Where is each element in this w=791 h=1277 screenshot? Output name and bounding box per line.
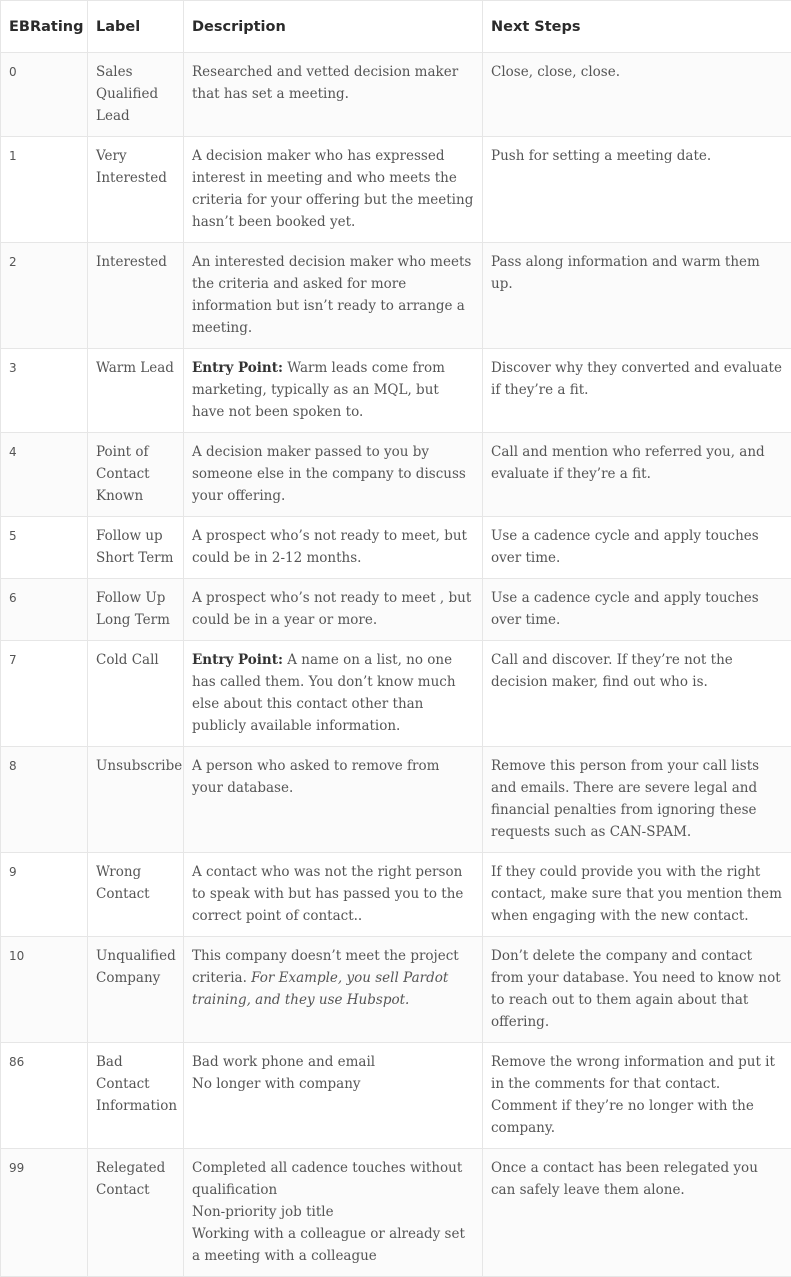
next-steps-cell: Use a cadence cycle and apply touches over time. (483, 579, 791, 641)
label-cell: Sales Qualified Lead (88, 53, 184, 137)
description-cell: A person who asked to remove from your database. (184, 747, 483, 853)
header-description: Description (184, 1, 483, 53)
rating-cell: 5 (1, 517, 88, 579)
next-steps-cell: Remove the wrong information and put it in the comments for that contact. Comment if they’re no longer with the company. (483, 1043, 791, 1149)
description-cell: A contact who was not the right person to speak with but has passed you to the correct point of contact.. (184, 853, 483, 937)
next-steps-cell: Don’t delete the company and contact from your database. You need to know not to reach out to them again about that offering. (483, 937, 791, 1043)
table-header (1, 1, 791, 53)
label-cell: Point of Contact Known (88, 433, 184, 517)
description-line: Bad work phone and email (192, 1051, 474, 1073)
entry-point-label: Entry Point: (192, 360, 283, 376)
next-steps-cell: Pass along information and warm them up. (483, 243, 791, 349)
description-cell: A decision maker who has expressed interest in meeting and who meets the criteria for your offering but the meeting hasn’t been booked yet. (184, 137, 483, 243)
rating-cell: 1 (1, 137, 88, 243)
next-steps-cell: Discover why they converted and evaluate if they’re a fit. (483, 349, 791, 433)
description-line: No longer with company (192, 1073, 474, 1095)
next-steps-cell: Use a cadence cycle and apply touches over time. (483, 517, 791, 579)
next-steps-cell: Once a contact has been relegated you can safely leave them alone. (483, 1149, 791, 1277)
description-cell (184, 641, 483, 747)
label-cell: Follow Up Long Term (88, 579, 184, 641)
description-cell (184, 1149, 483, 1277)
table-row (1, 243, 791, 349)
entry-point-label: Entry Point: (192, 652, 283, 668)
description-cell: A prospect who’s not ready to meet, but could be in 2-12 months. (184, 517, 483, 579)
header-ebrating: EBRating (1, 1, 88, 53)
rating-cell: 86 (1, 1043, 88, 1149)
rating-cell: 2 (1, 243, 88, 349)
label-cell: Relegated Contact (88, 1149, 184, 1277)
label-cell: Interested (88, 243, 184, 349)
rating-cell: 9 (1, 853, 88, 937)
rating-cell: 0 (1, 53, 88, 137)
description-cell: An interested decision maker who meets the criteria and asked for more information but isn’t ready to arrange a meeting. (184, 243, 483, 349)
description-cell: A prospect who’s not ready to meet , but could be in a year or more. (184, 579, 483, 641)
rating-cell: 10 (1, 937, 88, 1043)
description-text: Warm leads come from marketing, typically as an MQL, but have not been spoken to. (192, 360, 445, 420)
header-label: Label (88, 1, 184, 53)
label-cell: Unqualified Company (88, 937, 184, 1043)
table-row (1, 747, 791, 853)
rating-cell: 4 (1, 433, 88, 517)
next-steps-cell: If they could provide you with the right contact, make sure that you mention them when engaging with the new contact. (483, 853, 791, 937)
header-row (1, 1, 791, 53)
description-cell (184, 937, 483, 1043)
label-cell: Unsubscribe (88, 747, 184, 853)
table-row (1, 1043, 791, 1149)
label-cell: Follow up Short Term (88, 517, 184, 579)
table-row (1, 937, 791, 1043)
table-row (1, 853, 791, 937)
description-text: This company doesn’t meet the project criteria. (192, 948, 459, 986)
next-steps-cell: Push for setting a meeting date. (483, 137, 791, 243)
label-cell: Cold Call (88, 641, 184, 747)
table-row (1, 137, 791, 243)
next-steps-cell: Close, close, close. (483, 53, 791, 137)
table-row (1, 53, 791, 137)
rating-cell: 3 (1, 349, 88, 433)
description-cell (184, 349, 483, 433)
label-cell: Wrong Contact (88, 853, 184, 937)
description-line: Non-priority job title (192, 1201, 474, 1223)
table-row (1, 433, 791, 517)
label-cell: Warm Lead (88, 349, 184, 433)
example-text: For Example, you sell Pardot training, and they use Hubspot. (192, 970, 448, 1008)
rating-cell: 6 (1, 579, 88, 641)
description-text: A name on a list, no one has called them. You don’t know much else about this contact other than publicly available information. (192, 652, 456, 734)
description-cell: Researched and vetted decision maker that has set a meeting. (184, 53, 483, 137)
rating-cell: 8 (1, 747, 88, 853)
table-body (1, 53, 791, 1277)
description-cell (184, 1043, 483, 1149)
label-cell: Bad Contact Information (88, 1043, 184, 1149)
table-row (1, 349, 791, 433)
description-line: Completed all cadence touches without qualification (192, 1157, 474, 1201)
next-steps-cell: Call and discover. If they’re not the decision maker, find out who is. (483, 641, 791, 747)
label-cell: Very Interested (88, 137, 184, 243)
table-row (1, 1149, 791, 1277)
rating-cell: 7 (1, 641, 88, 747)
next-steps-cell: Call and mention who referred you, and evaluate if they’re a fit. (483, 433, 791, 517)
table-row (1, 579, 791, 641)
header-next-steps: Next Steps (483, 1, 791, 53)
rating-cell: 99 (1, 1149, 88, 1277)
table-row (1, 641, 791, 747)
table-row (1, 517, 791, 579)
description-cell: A decision maker passed to you by someone else in the company to discuss your offering. (184, 433, 483, 517)
description-line: Working with a colleague or already set a meeting with a colleague (192, 1223, 474, 1267)
next-steps-cell: Remove this person from your call lists and emails. There are severe legal and financial penalties from ignoring these requests such as CAN-SPAM. (483, 747, 791, 853)
